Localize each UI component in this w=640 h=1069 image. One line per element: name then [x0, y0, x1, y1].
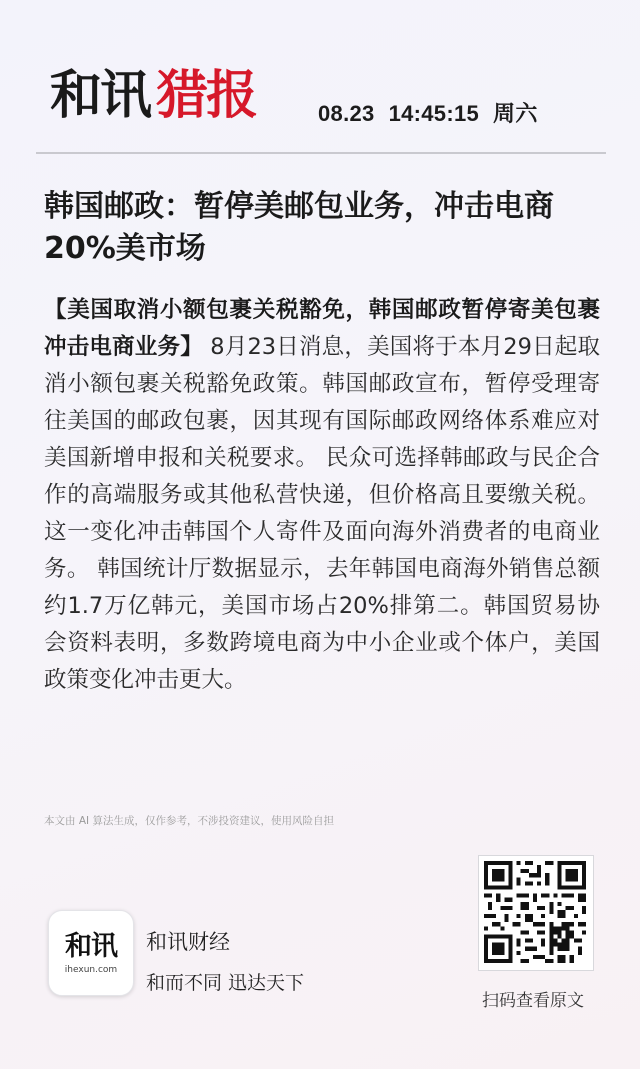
app-logo-mark: 和讯	[65, 930, 117, 962]
brand-accent: 猎报	[156, 66, 257, 126]
brand-logo	[50, 66, 256, 126]
publish-weekday: 周六	[493, 101, 538, 126]
article-text: 8月23日消息，美国将于本月29日起取消小额包裹关税豁免政策。韩国邮政宣布，暂停受理寄往美国的邮政包裹，因其现有国际邮政网络体系难应对美国新增申报和关税要求。 民众可选择韩邮政与民企合作的高端服务或其他私营快递，但价格高且要缴关税。这一变化冲击韩国个人寄件及面向海外消费者的电商业务。 韩国统计厅数据显示，去年韩国电商海外销售总额约1.7万亿韩元，美国市场占20%排第二。韩国贸易协会资料表明，多数跨境电商为中小企业或个体户，美国政策变化冲击更大。	[44, 334, 600, 693]
ai-disclaimer: 本文由 AI 算法生成，仅作参考，不涉投资建议，使用风险自担	[44, 815, 334, 827]
org-name: 和讯财经	[146, 930, 230, 954]
qr-code[interactable]	[478, 855, 594, 971]
publish-time: 14:45:15	[388, 101, 480, 126]
publish-datetime	[318, 97, 538, 128]
publish-date: 08.23	[318, 101, 375, 126]
org-slogan: 和而不同 迅达天下	[146, 972, 305, 994]
qr-code-icon	[484, 861, 586, 963]
article-lead: 【美国取消小额包裹关税豁免，韩国邮政暂停寄美包裹冲击电商业务】	[44, 297, 600, 360]
header-divider	[36, 152, 606, 154]
app-logo	[48, 910, 134, 996]
app-logo-url: ihexun.com	[64, 964, 118, 975]
article-body	[44, 292, 600, 699]
brand-main: 和讯	[50, 66, 151, 126]
qr-caption: 扫码查看原文	[482, 991, 584, 1011]
article-headline: 韩国邮政：暂停美邮包业务，冲击电商20%美市场	[44, 189, 554, 266]
